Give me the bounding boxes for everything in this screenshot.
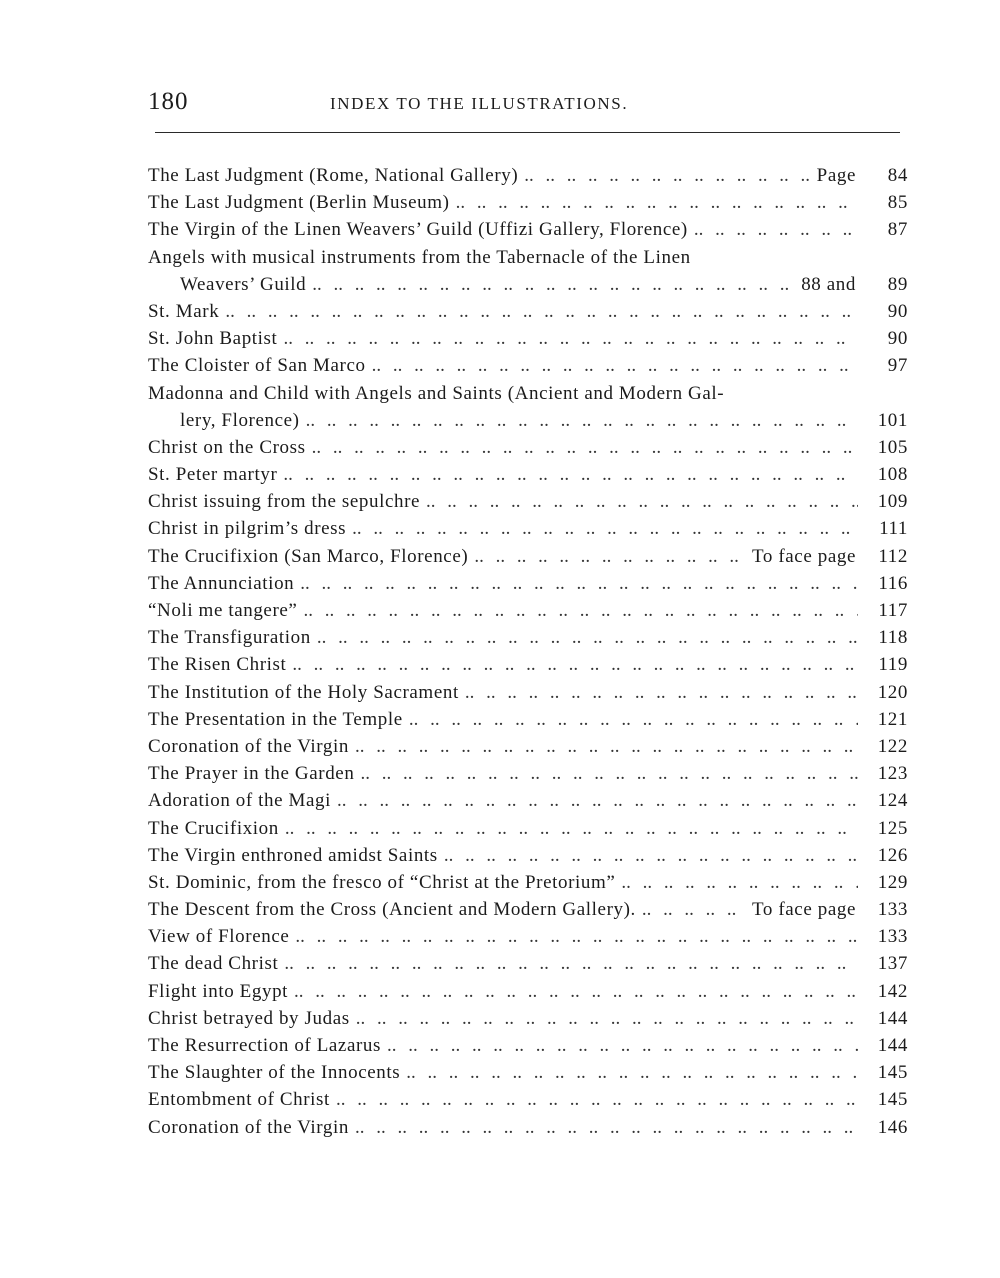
dot-leader (465, 679, 858, 706)
dot-leader (444, 842, 858, 869)
entry-title: Christ on the Cross (148, 436, 306, 458)
dot-leader (360, 760, 858, 787)
entry-page-number: 101 (877, 409, 908, 431)
entry-page-number: 133 (877, 899, 908, 921)
entry-title: The Last Judgment (Rome, National Gallery) (148, 165, 519, 186)
dot-leader (356, 1005, 858, 1032)
entry-page-number: 117 (878, 600, 908, 621)
entry-page-number: 90 (887, 328, 908, 350)
entry-page-number: 146 (877, 1116, 908, 1138)
dot-leader (456, 189, 858, 216)
index-entry (148, 1005, 908, 1032)
index-entry (148, 597, 908, 624)
entry-page-number: 124 (877, 790, 908, 812)
entry-title: The Annunciation (148, 572, 295, 594)
entry-title: St. Dominic, from the fresco of “Christ at the Pretorium” (148, 871, 616, 893)
entry-page-number: 142 (877, 980, 908, 1002)
index-entry (148, 543, 908, 570)
index-entry (148, 1114, 908, 1141)
dot-leader (303, 597, 858, 624)
entry-page-number: 109 (877, 491, 908, 513)
dot-leader (406, 1059, 858, 1086)
entry-page-prefix: Page (816, 165, 856, 186)
entry-title: St. John Baptist (148, 328, 278, 350)
index-entry (148, 733, 908, 760)
entry-title-continued: Weavers’ Guild (180, 273, 307, 295)
dot-leader (300, 570, 858, 597)
entry-page-number: 144 (877, 1035, 908, 1056)
entry-title: “Noli me tangere” (148, 600, 298, 621)
index-entry (148, 1059, 908, 1086)
entry-page-number: 125 (877, 817, 908, 839)
dot-leader (283, 325, 858, 352)
index-entry (148, 434, 908, 461)
header-rule (155, 132, 900, 133)
index-entry (148, 842, 908, 869)
dot-leader (355, 1114, 858, 1141)
dot-leader (642, 896, 746, 923)
index-entry (148, 488, 908, 515)
entry-title: St. Peter martyr (148, 464, 278, 486)
index-entry (148, 352, 908, 379)
dot-leader (283, 461, 858, 488)
entry-title: The Descent from the Cross (Ancient and Modern Gallery). (148, 899, 636, 921)
dot-leader (694, 216, 858, 243)
entry-title: The Presentation in the Temple (148, 708, 403, 730)
dot-leader (336, 1086, 858, 1113)
index-entry (148, 461, 908, 488)
entry-title: Entombment of Christ (148, 1089, 330, 1111)
entry-title: The Cloister of San Marco (148, 355, 366, 377)
dot-leader (284, 950, 858, 977)
entry-title: Christ in pilgrim’s dress (148, 518, 347, 540)
entry-title-continued: lery, Florence) (180, 409, 300, 431)
entry-page-number: 111 (879, 518, 908, 540)
entry-title: Angels with musical instruments from the Tabernacle of the Linen (148, 246, 691, 268)
entry-page-number: 116 (878, 572, 908, 594)
index-entry (148, 787, 908, 814)
entry-title: Coronation of the Virgin (148, 735, 349, 757)
index-entry (148, 624, 908, 651)
entry-title: Madonna and Child with Angels and Saints (Ancient and Modern Gal- (148, 382, 725, 404)
illustrations-index (148, 162, 908, 1141)
dot-leader (524, 162, 810, 189)
dot-leader (306, 407, 858, 434)
index-entry (148, 1032, 908, 1059)
entry-title: The Slaughter of the Innocents (148, 1062, 401, 1084)
entry-title: Christ issuing from the sepulchre (148, 491, 421, 513)
dot-leader (285, 815, 858, 842)
entry-page-number: 122 (877, 735, 908, 757)
index-entry (148, 1086, 908, 1113)
dot-leader (352, 515, 858, 542)
entry-page-number: 87 (887, 219, 908, 241)
index-entry (148, 706, 908, 733)
entry-title: Flight into Egypt (148, 980, 289, 1002)
dot-leader (409, 706, 858, 733)
index-entry (148, 978, 908, 1005)
entry-page-number: 118 (878, 627, 908, 649)
entry-title: St. Mark (148, 300, 220, 322)
dot-leader (294, 978, 858, 1005)
entry-page-number: 126 (877, 844, 908, 866)
index-entry (148, 244, 908, 298)
entry-title: View of Florence (148, 926, 290, 948)
index-entry (148, 162, 908, 189)
entry-page-number: 90 (887, 300, 908, 322)
dot-leader (295, 923, 858, 950)
entry-page-number: 133 (877, 926, 908, 948)
entry-page-number: 120 (877, 681, 908, 703)
index-entry (148, 815, 908, 842)
index-entry (148, 515, 908, 542)
dot-leader (372, 352, 858, 379)
dot-leader (225, 298, 858, 325)
entry-page-number: 123 (877, 763, 908, 785)
entry-page-number: 112 (878, 545, 908, 567)
dot-leader (312, 271, 795, 298)
entry-title: The Crucifixion (148, 817, 279, 839)
index-entry (148, 760, 908, 787)
index-entry (148, 950, 908, 977)
entry-title: The Prayer in the Garden (148, 763, 355, 785)
entry-page-prefix: 88 and (801, 273, 856, 295)
entry-title: The dead Christ (148, 953, 279, 975)
entry-title: The Virgin of the Linen Weavers’ Guild (Uffizi Gallery, Florence) (148, 219, 688, 241)
index-entry (148, 216, 908, 243)
index-entry (148, 570, 908, 597)
entry-page-number: 85 (887, 192, 908, 214)
entry-page-number: 129 (877, 871, 908, 893)
entry-title: Christ betrayed by Judas (148, 1007, 350, 1029)
index-entry (148, 679, 908, 706)
page-header (148, 88, 908, 122)
entry-page-number: 89 (887, 273, 908, 295)
index-entry (148, 923, 908, 950)
entry-page-number: 144 (877, 1007, 908, 1029)
entry-page-number: 137 (877, 953, 908, 975)
entry-title: The Last Judgment (Berlin Museum) (148, 192, 450, 214)
dot-leader (355, 733, 858, 760)
index-entry (148, 298, 908, 325)
dot-leader (621, 869, 858, 896)
entry-page-number: 84 (887, 165, 908, 186)
entry-page-number: 105 (877, 436, 908, 458)
entry-page-number: 108 (877, 464, 908, 486)
entry-page-number: 145 (877, 1062, 908, 1084)
entry-title: The Risen Christ (148, 654, 287, 676)
entry-page-number: 97 (887, 355, 908, 377)
dot-leader (474, 543, 746, 570)
entry-title: The Transfiguration (148, 627, 311, 649)
index-entry (148, 380, 908, 434)
dot-leader (317, 624, 858, 651)
entry-page-number: 119 (878, 654, 908, 676)
entry-title: The Crucifixion (San Marco, Florence) (148, 545, 469, 567)
entry-title: Coronation of the Virgin (148, 1116, 349, 1138)
dot-leader (387, 1032, 858, 1059)
page-number: 180 (148, 88, 189, 115)
dot-leader (337, 787, 858, 814)
entry-page-number: 145 (877, 1089, 908, 1111)
dot-leader (292, 651, 858, 678)
index-entry (148, 325, 908, 352)
dot-leader (312, 434, 858, 461)
entry-page-prefix: To face page (752, 545, 856, 567)
index-entry (148, 651, 908, 678)
entry-page-number: 121 (877, 708, 908, 730)
index-entry (148, 189, 908, 216)
entry-title: The Institution of the Holy Sacrament (148, 681, 459, 703)
entry-title: The Virgin enthroned amidst Saints (148, 844, 438, 866)
entry-title: The Resurrection of Lazarus (148, 1035, 382, 1056)
entry-title: Adoration of the Magi (148, 790, 332, 812)
entry-page-prefix: To face page (752, 899, 856, 921)
index-entry (148, 869, 908, 896)
index-entry (148, 896, 908, 923)
dot-leader (426, 488, 858, 515)
running-title: INDEX TO THE ILLUSTRATIONS. (330, 94, 629, 113)
